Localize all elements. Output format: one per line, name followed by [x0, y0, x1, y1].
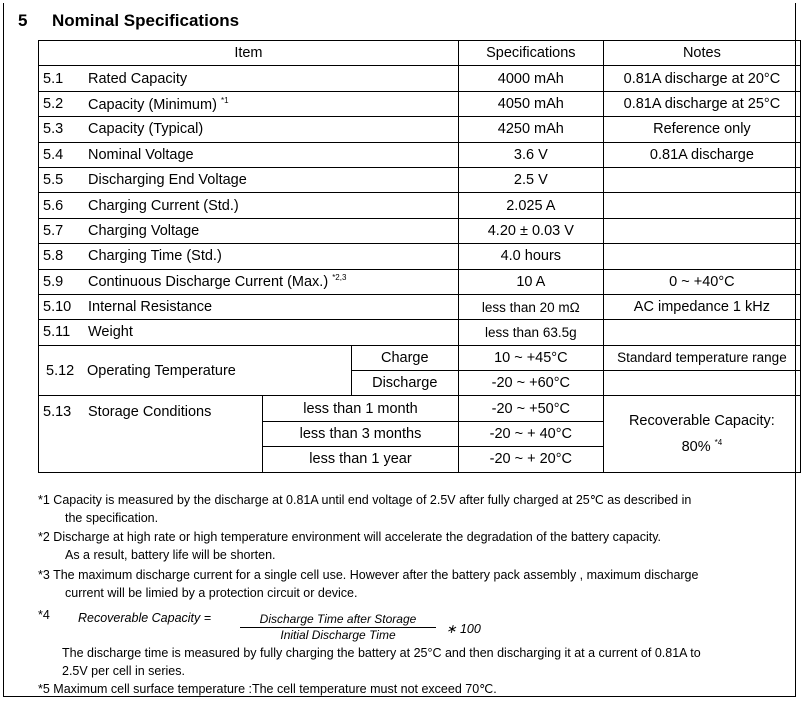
spec-cell: 2.5 V [458, 167, 603, 192]
spec-cell: 4050 mAh [458, 91, 603, 116]
header-specifications: Specifications [458, 41, 603, 66]
item-number: 5.8 [43, 248, 64, 265]
item-number: 5.9 [43, 274, 64, 291]
item-name: Nominal Voltage [88, 146, 194, 163]
item-cell [39, 244, 459, 269]
spec-cell: -20 ~ +60°C [458, 371, 603, 396]
footnote-1-line-1: *1 Capacity is measured by the discharge at 0.81A until end voltage of 2.5V after fully charged at 25℃ as described in [38, 493, 692, 507]
note-cell: Standard temperature range [603, 345, 800, 370]
condition-label: less than 1 month [263, 396, 459, 421]
item-name: Discharging End Voltage [88, 172, 247, 189]
table-header-row [39, 41, 801, 66]
item-number: 5.12 [46, 362, 75, 379]
table-row [39, 244, 801, 269]
section-number: 5 [18, 11, 28, 30]
table-row-operating-charge [39, 345, 801, 370]
recoverable-capacity-value: 80% [681, 438, 711, 455]
note-cell [603, 193, 800, 218]
spec-cell: 3.6 V [458, 142, 603, 167]
footnote-5: *5 Maximum cell surface temperature :The cell temperature must not exceed 70℃. [38, 682, 497, 696]
table-row [39, 117, 801, 142]
section-heading [18, 11, 239, 31]
item-name: Rated Capacity [88, 70, 188, 87]
header-notes: Notes [603, 41, 800, 66]
item-cell [39, 66, 459, 91]
spec-cell: 10 A [458, 269, 603, 294]
footnote-mark: *4 [714, 438, 723, 448]
footnote-mark: *2,3 [332, 273, 347, 283]
table-row [39, 66, 801, 91]
table-row [39, 193, 801, 218]
section-title: Nominal Specifications [52, 11, 240, 30]
condition-label: Charge [351, 345, 458, 370]
note-cell: AC impedance 1 kHz [603, 294, 800, 319]
item-cell [39, 117, 459, 142]
item-name: Internal Resistance [88, 299, 213, 316]
spec-cell: 10 ~ +45°C [458, 345, 603, 370]
note-cell: Reference only [603, 117, 800, 142]
note-cell [603, 167, 800, 192]
condition-label: less than 3 months [263, 421, 459, 446]
table-row [39, 142, 801, 167]
item-cell [39, 218, 459, 243]
table-row [39, 218, 801, 243]
item-number: 5.3 [43, 121, 64, 138]
note-cell: 0 ~ +40°C [603, 269, 800, 294]
footnote-2-line-1: *2 Discharge at high rate or high temperature environment will accelerate the degradation of the battery capacity. [38, 530, 662, 544]
item-cell [39, 269, 459, 294]
item-cell [39, 91, 459, 116]
formula-denominator: Initial Discharge Time [280, 628, 396, 642]
spec-cell: less than 63.5g [458, 320, 603, 345]
note-cell [603, 320, 800, 345]
item-cell [39, 320, 459, 345]
formula-left: Recoverable Capacity = [78, 611, 212, 625]
table-row [39, 167, 801, 192]
item-name: Capacity (Minimum) [88, 96, 217, 113]
condition-label: Discharge [351, 371, 458, 396]
table-row [39, 269, 801, 294]
table-row [39, 294, 801, 319]
spec-cell: -20 ~ + 40°C [458, 421, 603, 446]
table-row [39, 91, 801, 116]
spec-cell: 4250 mAh [458, 117, 603, 142]
item-cell [39, 345, 352, 396]
item-cell [39, 294, 459, 319]
note-cell: 0.81A discharge [603, 142, 800, 167]
item-number: 5.7 [43, 222, 64, 239]
footnote-1-line-2: the specification. [65, 511, 159, 525]
item-cell [39, 167, 459, 192]
recoverable-capacity-label: Recoverable Capacity: [628, 413, 775, 430]
spec-cell: -20 ~ + 20°C [458, 447, 603, 472]
note-cell [603, 218, 800, 243]
footnote-1 [38, 491, 788, 527]
item-name: Charging Current (Std.) [88, 197, 239, 214]
spec-cell: 4000 mAh [458, 66, 603, 91]
item-name: Storage Conditions [88, 404, 212, 421]
formula-multiplier: ∗ 100 [446, 622, 481, 636]
table-row [39, 320, 801, 345]
item-cell [39, 396, 263, 472]
item-name: Weight [88, 324, 133, 341]
footnote-2-line-2: As a result, battery life will be shorten. [65, 548, 276, 562]
item-number: 5.5 [43, 172, 64, 189]
footnote-4-text [62, 644, 801, 680]
footnote-3-line-2: current will be limied by a protection circuit or device. [65, 586, 358, 600]
spec-table [38, 40, 801, 473]
formula-fraction [240, 612, 436, 642]
table-row-storage-1 [39, 396, 801, 421]
item-number: 5.6 [43, 197, 64, 214]
item-number: 5.13 [43, 404, 72, 421]
item-name: Operating Temperature [87, 362, 236, 379]
item-name: Charging Time (Std.) [88, 248, 222, 265]
item-cell [39, 142, 459, 167]
item-number: 5.1 [43, 70, 64, 87]
item-name: Capacity (Typical) [88, 121, 204, 138]
spec-cell: less than 20 mΩ [458, 294, 603, 319]
footnote-2 [38, 528, 788, 564]
footnote-3 [38, 566, 788, 602]
footnote-3-line-1: *3 The maximum discharge current for a single cell use. However after the battery pack assembly , maximum discharge [38, 568, 699, 582]
spec-cell: -20 ~ +50°C [458, 396, 603, 421]
note-cell [603, 396, 800, 472]
item-number: 5.11 [43, 324, 71, 341]
formula-numerator: Discharge Time after Storage [240, 612, 436, 628]
condition-label: less than 1 year [263, 447, 459, 472]
note-cell [603, 244, 800, 269]
spec-cell: 2.025 A [458, 193, 603, 218]
footnote-mark: *1 [220, 95, 229, 105]
item-name: Continuous Discharge Current (Max.) [88, 274, 329, 291]
footnote-4-line-1: The discharge time is measured by fully charging the battery at 25°C and then discharging it at a current of 0.81A to [62, 646, 701, 660]
footnote-4-mark: *4 [38, 608, 50, 622]
item-number: 5.2 [43, 96, 64, 113]
item-number: 5.4 [43, 146, 64, 163]
item-number: 5.10 [43, 299, 72, 316]
spec-cell: 4.0 hours [458, 244, 603, 269]
header-item: Item [39, 41, 459, 66]
note-cell: 0.81A discharge at 25°C [603, 91, 800, 116]
spec-cell: 4.20 ± 0.03 V [458, 218, 603, 243]
note-cell: 0.81A discharge at 20°C [603, 66, 800, 91]
item-name: Charging Voltage [88, 222, 200, 239]
note-cell [603, 371, 800, 396]
item-cell [39, 193, 459, 218]
footnote-4-line-2: 2.5V per cell in series. [62, 664, 185, 678]
